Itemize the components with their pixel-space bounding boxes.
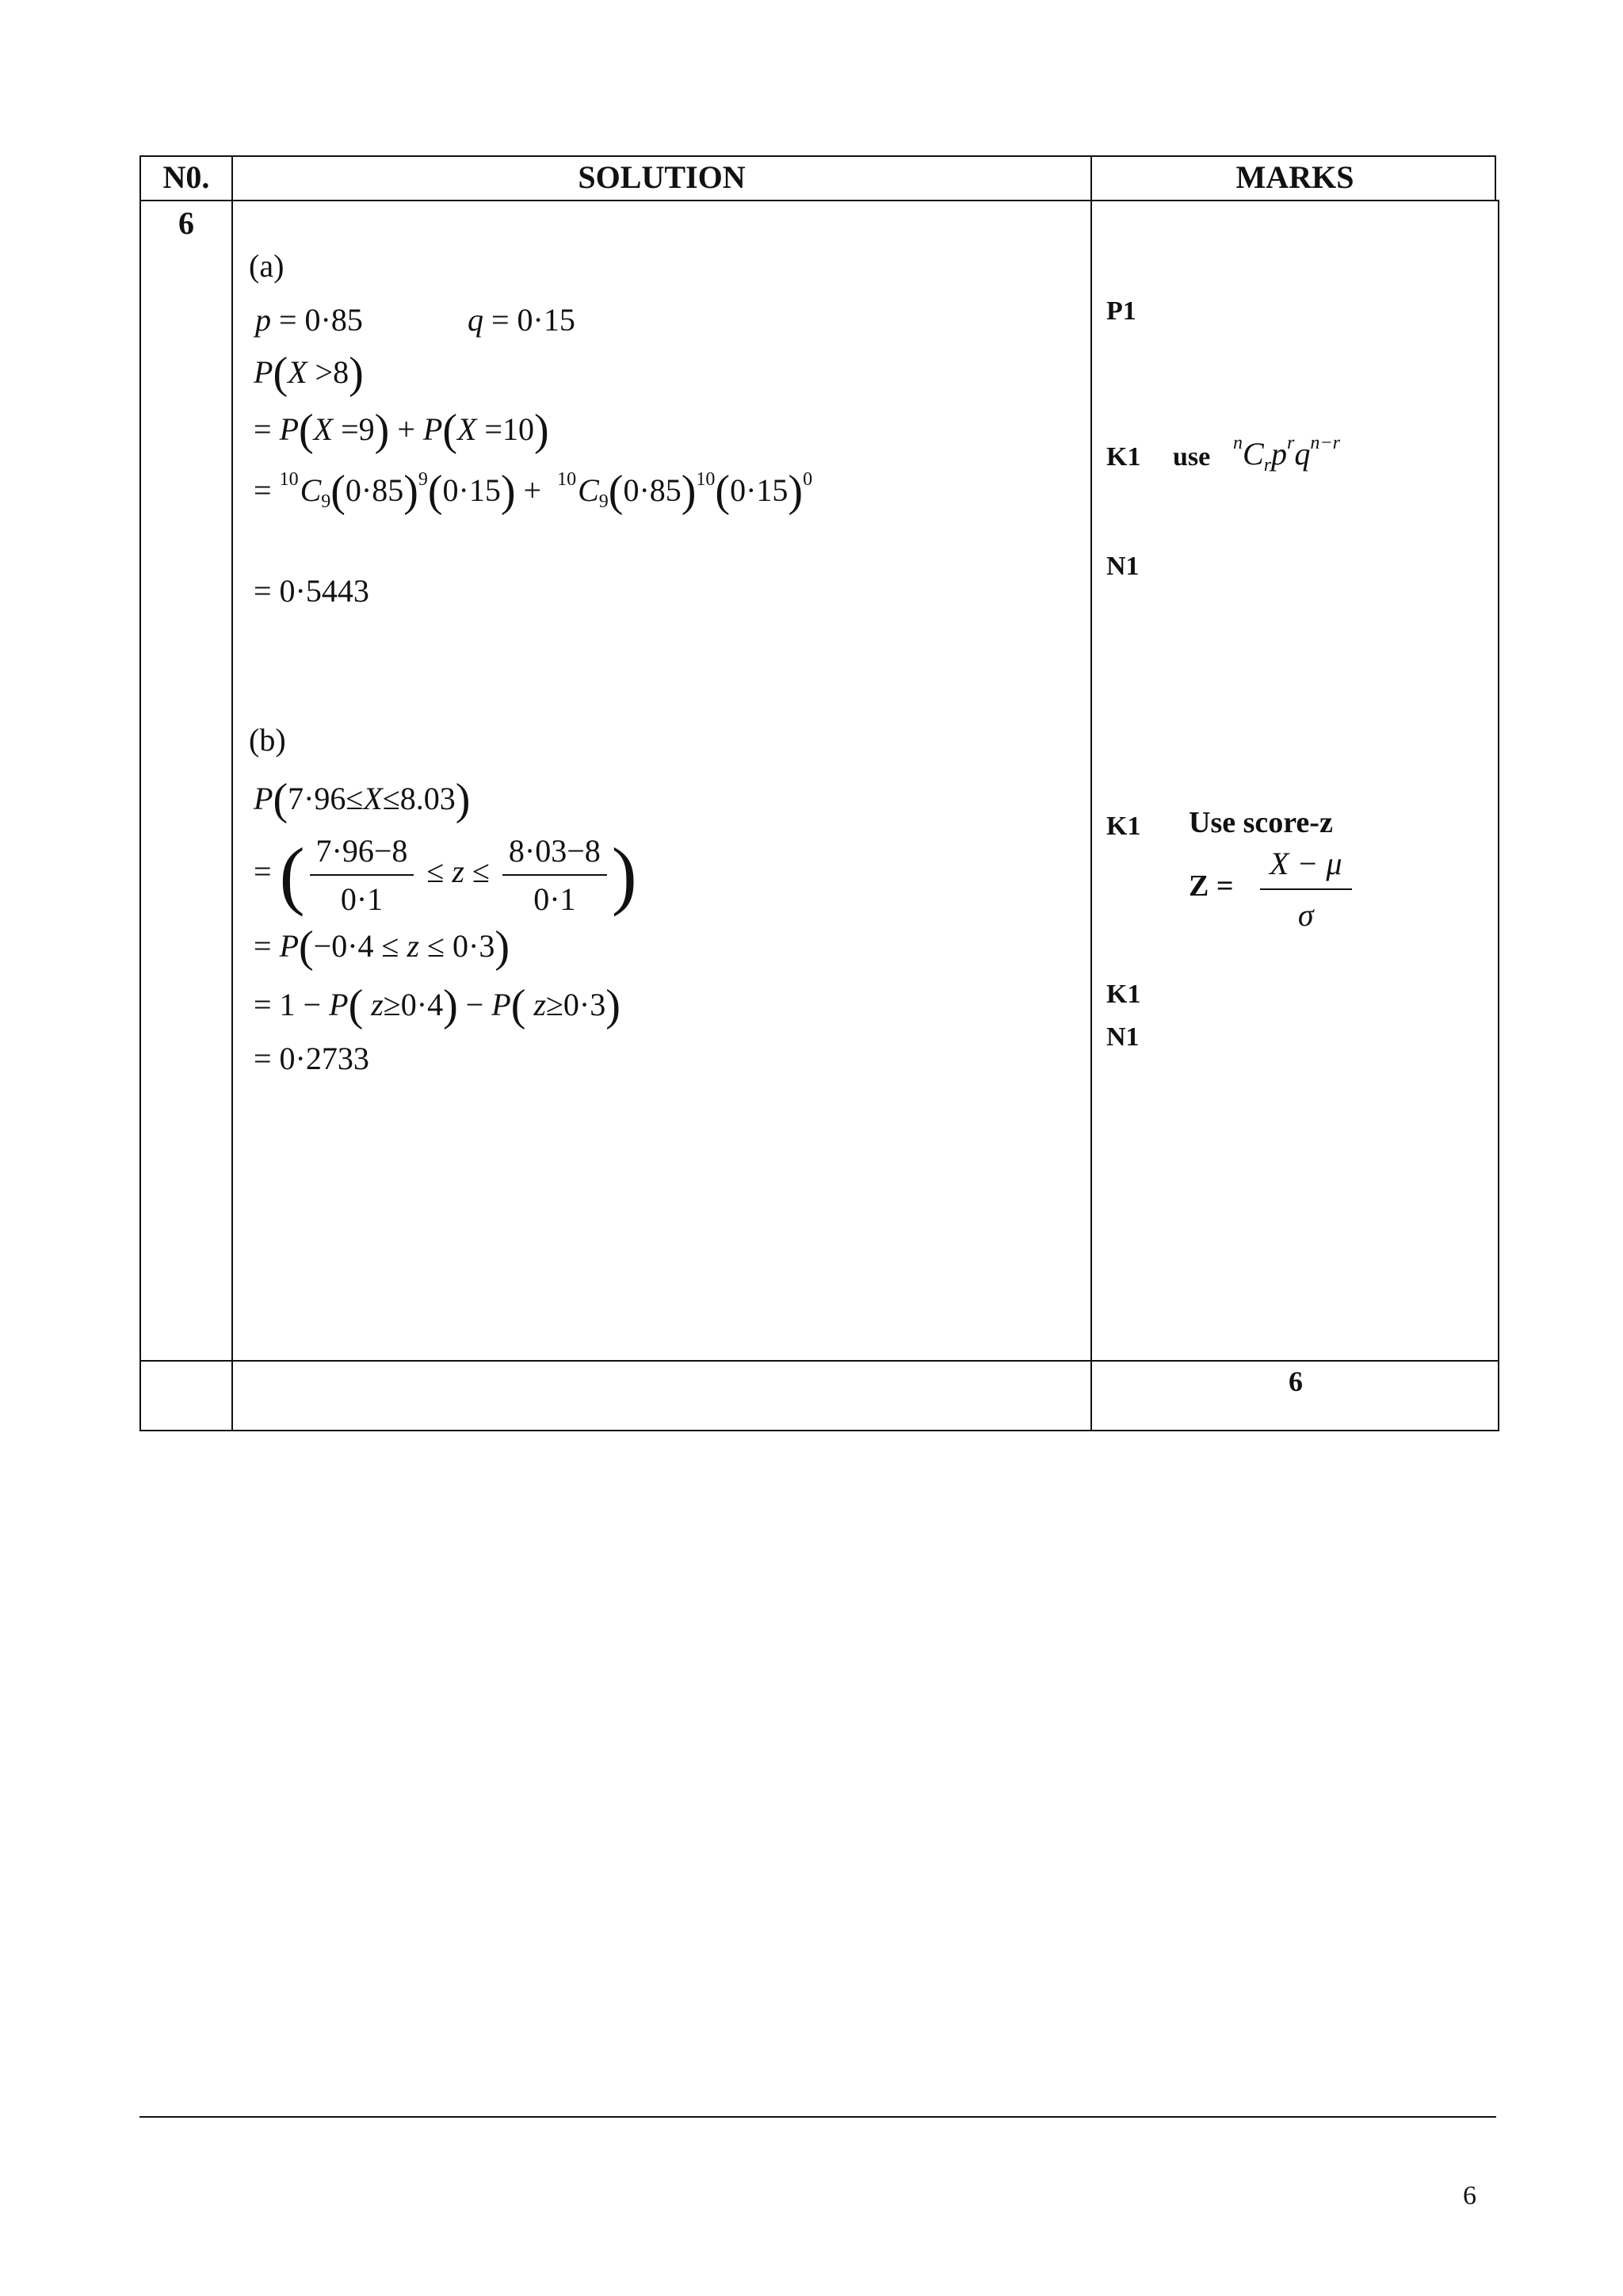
part-a-binomial: = $^{10}C_9(0\cdot 85)^9(0\cdot 15) + ^{10}C_9(0\cdot 85)^{10}(0\cdot 15)^0$ <box>254 467 813 516</box>
part-a-sum: = P(X =9) + P(X =10) <box>254 406 549 455</box>
part-a-q-value: q = 0·15 <box>468 302 575 338</box>
part-b-z-range: = P(−0·4 ≤ z ≤ 0·3) <box>254 923 510 972</box>
mark-b-k1-first: K1 <box>1106 812 1141 841</box>
part-b-complement: = 1 − P( z≥0·4) − P( z≥0·3) <box>254 981 621 1030</box>
mark-a-k1-note: use <box>1173 442 1211 472</box>
footer-rule <box>139 2116 1496 2118</box>
part-b-answer: = 0·2733 <box>254 1041 369 1076</box>
z-formula-numerator: X − μ <box>1260 845 1352 890</box>
mark-a-k1-formula: $^nC_rp^rq^{n-r}$ <box>1233 433 1340 476</box>
table-right-border <box>1498 200 1499 1431</box>
column-divider-no <box>231 155 233 1431</box>
part-b-standardise: = ( $\frac{7\cdot 96-8}{0\cdot 1}$ ≤ z ≤ $\frac{8\cdot 03-8}{0\cdot 1}$ ) <box>254 832 637 917</box>
fraction-upper-numerator: 8·03−8 <box>502 832 607 876</box>
table-bottom-border <box>139 1430 1499 1431</box>
fraction-lower-denominator: 0·1 <box>340 881 384 917</box>
part-a-answer: = 0·5443 <box>254 573 369 609</box>
part-b-probability: P(7·96≤X≤8.03) <box>254 775 471 824</box>
z-formula-denominator: σ <box>1297 897 1314 933</box>
mark-a-n1: N1 <box>1106 552 1140 581</box>
fraction-lower-numerator: 7·96−8 <box>310 832 414 876</box>
page-number: 6 <box>1463 2181 1476 2210</box>
column-divider-solution <box>1090 155 1092 1431</box>
z-formula-fraction <box>1260 845 1352 934</box>
mark-b-k1-note: Use score-z <box>1189 806 1333 839</box>
question-number: 6 <box>178 205 194 241</box>
z-formula-label: Z = <box>1189 869 1234 903</box>
fraction-upper-denominator: 0·1 <box>533 881 576 917</box>
part-a-p-value: p = 0·85 <box>255 302 363 338</box>
header-no: N0. <box>162 159 210 195</box>
header-marks: MARKS <box>1235 159 1354 195</box>
mark-a-p1: P1 <box>1106 296 1136 326</box>
mark-b-k1-second: K1 <box>1106 980 1141 1009</box>
total-marks: 6 <box>1289 1366 1303 1397</box>
part-a-probability: P(X >8) <box>254 349 364 398</box>
part-a-label: (a) <box>249 248 285 284</box>
mark-a-k1: K1 <box>1106 442 1141 472</box>
table-left-border <box>139 155 141 1431</box>
total-row-top-border <box>139 1360 1499 1362</box>
fraction-upper <box>502 832 607 918</box>
header-bottom-border <box>139 200 1499 201</box>
fraction-lower <box>310 832 414 918</box>
part-b-label: (b) <box>249 722 286 758</box>
header-solution: SOLUTION <box>578 159 746 195</box>
mark-b-n1: N1 <box>1106 1022 1140 1052</box>
